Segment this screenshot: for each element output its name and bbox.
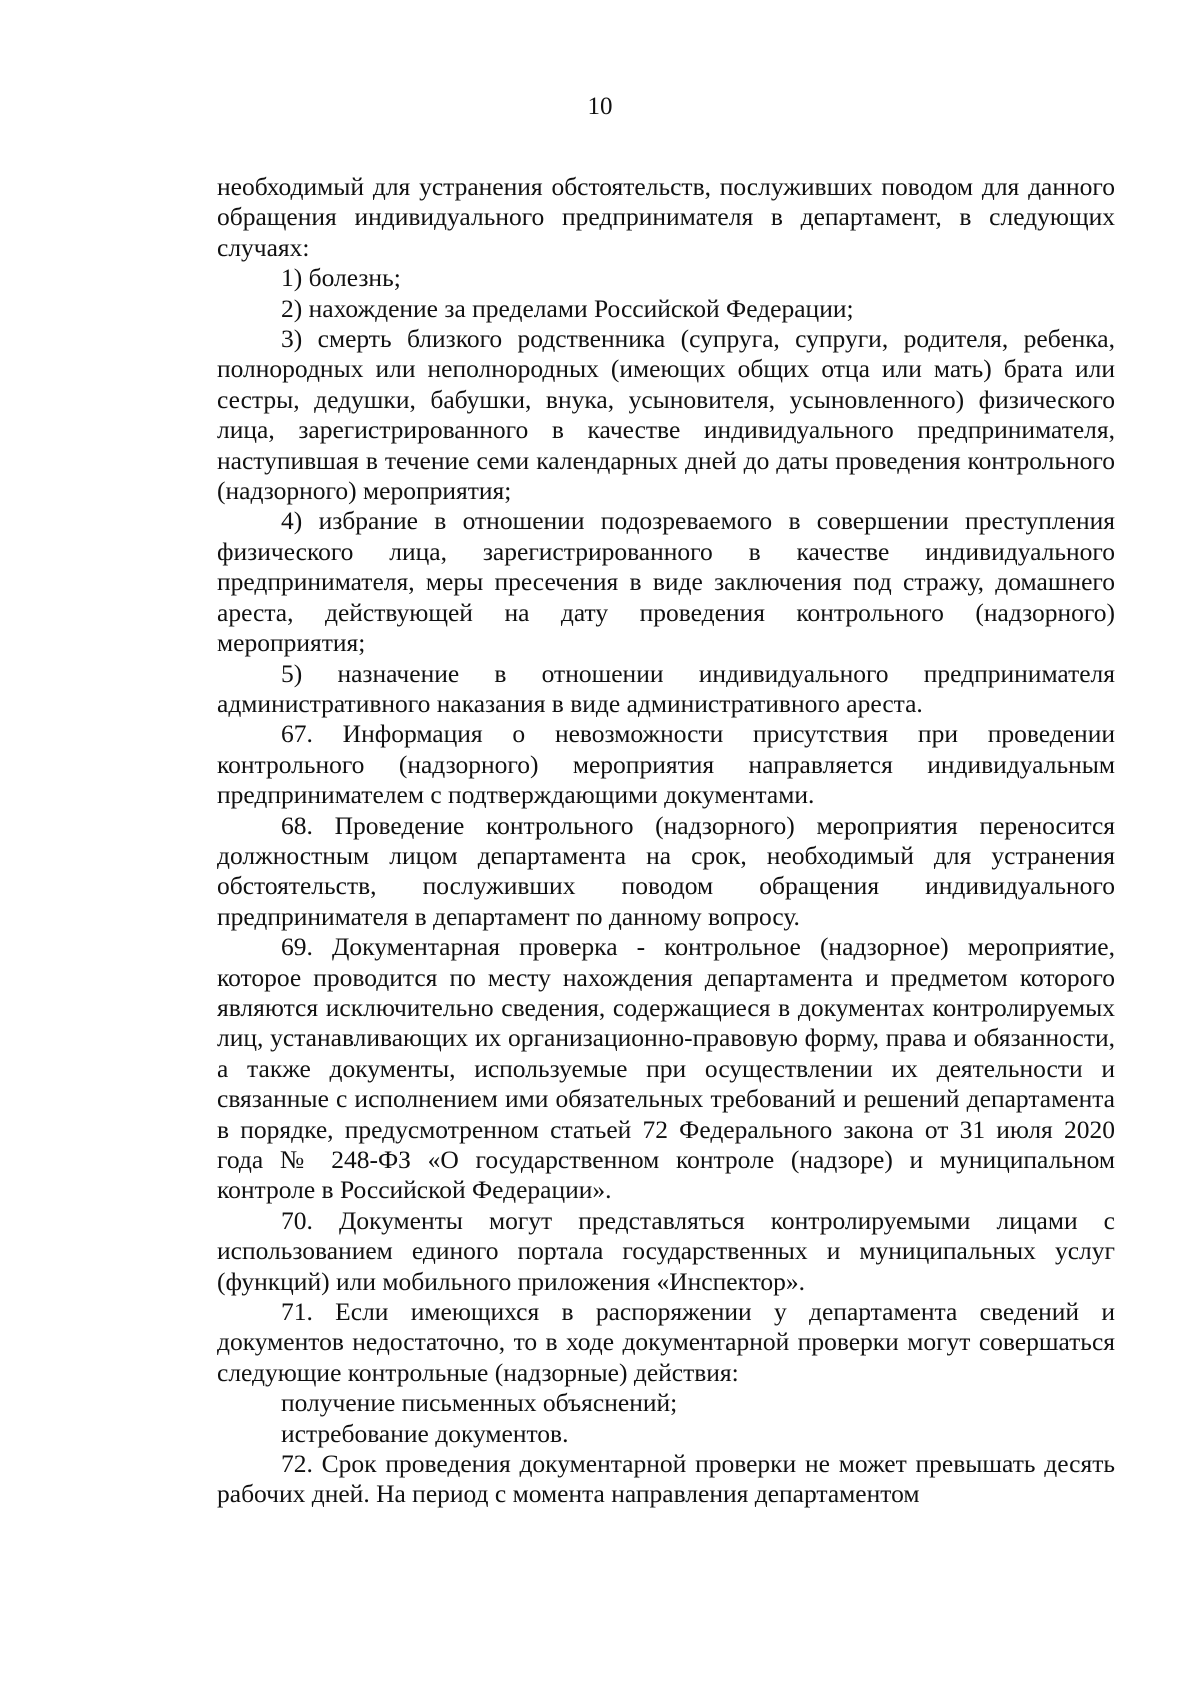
list-item-abroad: 2) нахождение за пределами Российской Федерации; (281, 293, 854, 323)
paragraph-71: 71. Если имеющихся в распоряжении у департамента сведений и документов недостаточно, то в ходе документарной проверки могут совершаться следующие контрольные (надзорные) действия: (217, 1297, 1115, 1387)
document-body (217, 172, 1115, 1510)
page-number: 10 (587, 93, 613, 120)
paragraph-69: 69. Документарная проверка - контрольное (надзорное) мероприятие, которое проводится по месту нахождения департамента и предметом которого являются исключительно сведения, содержащиеся в документах контролируемых лиц, устанавливающих их организационно-правовую форму, права и обязанности, а также документы, используемые при осуществлении их деятельности и связанные с исполнением ими обязательных требований и решений департамента в порядке, предусмотренном статьей 72 Федерального закона от 31 июля 2020 года № 248-ФЗ «О государственном контроле (надзоре) и муниципальном контроле в Российской Федерации». (217, 932, 1115, 1205)
paragraph-70: 70. Документы могут представляться контролируемыми лицами с использованием единого портала государственных и муниципальных услуг (функций) или мобильного приложения «Инспектор». (217, 1205, 1115, 1296)
list-item-relative-death: 3) смерть близкого родственника (супруга, супруги, родителя, ребенка, полнородных или неполнородных (имеющих общих отца или мать) брата или сестры, дедушки, бабушки, внука, усыновителя, усыновленного) физического лица, зарегистрированного в качестве индивидуального предпринимателя, наступившая в течение семи календарных дней до даты проведения контрольного (надзорного) мероприятия; (217, 324, 1115, 506)
list-item-arrest: 5) назначение в отношении индивидуального предпринимателя административного наказания в виде административного ареста. (217, 658, 1115, 718)
paragraph-continuation: необходимый для устранения обстоятельств, послуживших поводом для данного обращения индивидуального предпринимателя в департамент, в следующих случаях: (217, 172, 1115, 262)
paragraph-71-item-documents: истребование документов. (281, 1418, 569, 1448)
paragraph-67: 67. Информация о невозможности присутствия при проведении контрольного (надзорного) мероприятия направляется индивидуальным предпринимателем с подтверждающими документами. (217, 719, 1115, 810)
paragraph-68: 68. Проведение контрольного (надзорного) мероприятия переносится должностным лицом департамента на срок, необходимый для устранения обстоятельств, послуживших поводом обращения индивидуального предпринимателя в департамент по данному вопросу. (217, 810, 1115, 931)
list-item-custody: 4) избрание в отношении подозреваемого в совершении преступления физического лица, зарегистрированного в качестве индивидуального предпринимателя, меры пресечения в виде заключения под стражу, домашнего ареста, действующей на дату проведения контрольного (надзорного) мероприятия; (217, 506, 1115, 658)
paragraph-72: 72. Срок проведения документарной проверки не может превышать десять рабочих дней. На период с момента направления департаментом (217, 1449, 1115, 1509)
list-item-illness: 1) болезнь; (281, 263, 401, 293)
paragraph-71-item-explanations: получение письменных объяснений; (281, 1388, 678, 1418)
